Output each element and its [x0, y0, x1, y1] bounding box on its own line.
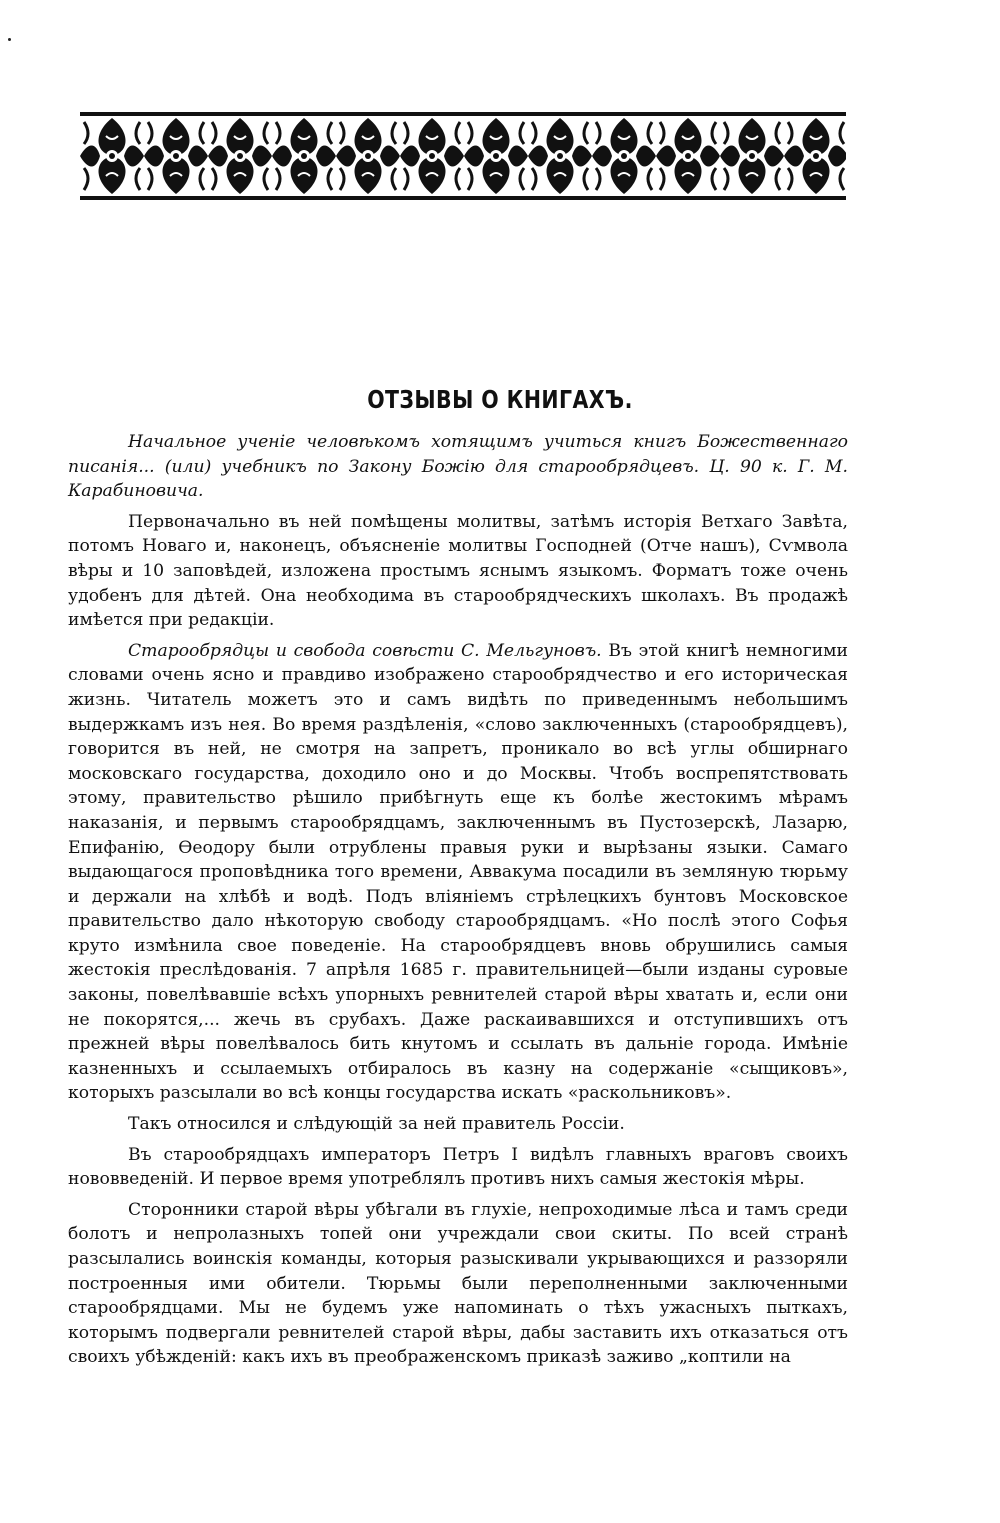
body-paragraph: Въ старообрядцахъ императоръ Петръ I видѣлъ главныхъ враговъ своихъ нововведеній. И первое время употреблялъ противъ нихъ самыя жестокія мѣры. [68, 1144, 848, 1190]
review-paragraph [68, 430, 848, 504]
review-paragraph [68, 639, 848, 1106]
review-paragraph [68, 510, 848, 633]
review-text: Первоначально въ ней помѣщены молитвы, затѣмъ исторія Ветхаго Завѣта, потомъ Новаго и, наконецъ, объясненіе молитвы Господней (Отче нашъ), Сѵмвола вѣры и 10 заповѣдей, изложена простымъ яснымъ языкомъ. Форматъ тоже очень удобенъ для дѣтей. Она необходима въ старообрядческихъ школахъ. Въ продажѣ имѣется при редакціи. [68, 511, 848, 631]
book-title: Начальное ученіе человѣкомъ хотящимъ учиться книгъ Божественнаго писанія... (или) учебникъ по Закону Божію для старообрядцевъ. Ц. 90 к. Г. М. Карабиновича. [68, 432, 848, 502]
body-paragraph: Сторонники старой вѣры убѣгали въ глухіе, непроходимые лѣса и тамъ среди болотъ и непролазныхъ топей они учреждали свои скиты. По всей странѣ разсылались воинскія команды, которыя разыскивали укрывающихся и раззоряли построенныя ими обители. Тюрьмы были переполненными заключенными старообрядцами. Мы не будемъ уже напоминать о тѣхъ ужасныхъ пыткахъ, которымъ подвергали ревнителей старой вѣры, дабы заставить ихъ отказаться отъ своихъ убѣжденій: какъ ихъ въ преображенскомъ приказѣ заживо „коптили на [68, 1199, 848, 1368]
page-mark [8, 38, 11, 41]
review-text: Въ этой книгѣ немногими словами очень ясно и правдиво изображено старообрядчество и его историческая жизнь. Читатель можетъ это и самъ видѣть по приведеннымъ небольшимъ выдержкамъ изъ нея. Во время раздѣленія, «слово заключенныхъ (старообрядцевъ), говорится въ ней, не смотря на запретъ, проникало во всѣ углы обширнаго московскаго государства, доходило оно и до Москвы. Чтобъ воспрепятствовать этому, правительство рѣшило прибѣгнуть еще къ болѣе жестокимъ мѣрамъ наказанія, и первымъ старообрядцамъ, заключеннымъ въ Пустозерскѣ, Лазарю, Епифанію, Ѳеодору были отрублены правыя руки и вырѣзаны языки. Самаго выдающагося проповѣдника того времени, Аввакума посадили въ земляную тюрьму и держали на хлѣбѣ и водѣ. Подъ вліяніемъ стрѣлецкихъ бунтовъ Московское правительство дало нѣкоторую свободу старообрядцамъ. «Но послѣ этого Софья круто измѣнила свое поведеніе. На старообрядцевъ вновь обрушились самыя жестокія преслѣдованія. 7 апрѣля 1685 г. правительницей—были изданы суровые законы, повелѣвавшіе всѣхъ упорныхъ ревнителей старой вѣры хватать и, если они не покорятся,... жечь въ срубахъ. Даже раскаивавшихся и отступившихъ отъ прежней вѣры повелѣвалось бить кнутомъ и ссылать въ дальніе города. Имѣніе казненныхъ и ссылаемыхъ отбиралось въ казну на содержаніе «сыщиковъ», которыхъ разсылали во всѣ концы государства искать «раскольниковъ». [68, 640, 848, 1104]
section-heading: ОТЗЫВЫ О КНИГАХЪ. [367, 385, 633, 414]
book-title: Старообрядцы и свобода совѣсти С. Мельгуновъ. [128, 640, 602, 661]
body-paragraph: Такъ относился и слѣдующій за ней правитель Россіи. [128, 1114, 625, 1135]
article-body [68, 430, 848, 1370]
decorative-header-ornament [80, 112, 846, 200]
